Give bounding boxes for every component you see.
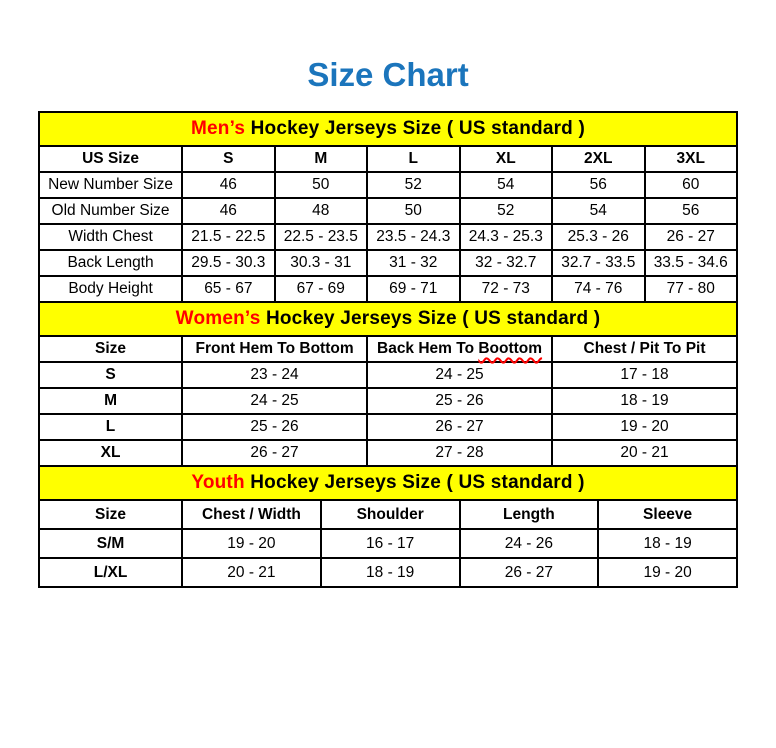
column-header: Sleeve [598,500,737,529]
size-value-cell: 18 - 19 [321,558,460,587]
size-value-cell: 54 [460,172,552,198]
size-value-cell: 26 - 27 [645,224,738,250]
size-value-cell: 30.3 - 31 [275,250,367,276]
table-row [39,198,737,224]
row-label: New Number Size [39,172,182,198]
size-value-cell: 24.3 - 25.3 [460,224,552,250]
womens-column-header-row [39,336,737,362]
column-header: Shoulder [321,500,460,529]
size-value-cell: 21.5 - 22.5 [182,224,274,250]
page-title: Size Chart [307,56,469,93]
column-header: L [367,146,459,172]
column-header: Size [39,336,182,362]
section-header-highlight: Women’s [175,308,261,329]
column-header: Front Hem To Bottom [182,336,367,362]
womens-section-header [39,302,737,336]
row-label: S/M [39,529,182,558]
table-row [39,224,737,250]
size-value-cell: 25 - 26 [182,414,367,440]
size-value-cell: 50 [367,198,459,224]
column-header: S [182,146,274,172]
youth-section-header [39,466,737,500]
row-label: M [39,388,182,414]
size-value-cell: 24 - 25 [367,362,552,388]
size-value-cell: 54 [552,198,644,224]
womens-size-table [38,301,738,467]
column-header: XL [460,146,552,172]
misspelled-word: Boottom [478,340,543,357]
column-header: M [275,146,367,172]
section-header-text: Hockey Jerseys Size ( US standard ) [244,472,585,493]
size-value-cell: 29.5 - 30.3 [182,250,274,276]
row-label: Old Number Size [39,198,182,224]
size-value-cell: 52 [460,198,552,224]
size-value-cell: 56 [645,198,738,224]
size-value-cell: 77 - 80 [645,276,738,302]
size-value-cell: 26 - 27 [367,414,552,440]
column-header: Length [460,500,599,529]
size-value-cell: 24 - 26 [460,529,599,558]
size-value-cell: 67 - 69 [275,276,367,302]
youth-section-band-row [39,466,737,500]
column-header: 3XL [645,146,738,172]
column-header: Chest / Pit To Pit [552,336,737,362]
size-chart-tables [38,111,738,588]
table-row [39,558,737,587]
size-value-cell: 25.3 - 26 [552,224,644,250]
row-label: Body Height [39,276,182,302]
section-header-text: Hockey Jerseys Size ( US standard ) [245,118,585,139]
size-value-cell: 26 - 27 [460,558,599,587]
row-label: Width Chest [39,224,182,250]
table-row [39,362,737,388]
column-header: 2XL [552,146,644,172]
table-row [39,250,737,276]
size-chart-page [0,56,776,588]
size-value-cell: 19 - 20 [182,529,321,558]
row-label: Back Length [39,250,182,276]
size-value-cell: 65 - 67 [182,276,274,302]
size-value-cell: 32 - 32.7 [460,250,552,276]
column-header: US Size [39,146,182,172]
mens-column-header-row [39,146,737,172]
size-value-cell: 46 [182,172,274,198]
youth-column-header-row [39,500,737,529]
table-row [39,529,737,558]
section-header-highlight: Youth [191,472,245,493]
column-header: Back Hem To Boottom [367,336,552,362]
row-label: L [39,414,182,440]
table-row [39,276,737,302]
size-value-cell: 24 - 25 [182,388,367,414]
size-value-cell: 32.7 - 33.5 [552,250,644,276]
size-value-cell: 52 [367,172,459,198]
size-value-cell: 25 - 26 [367,388,552,414]
size-value-cell: 20 - 21 [552,440,737,466]
size-value-cell: 27 - 28 [367,440,552,466]
size-value-cell: 48 [275,198,367,224]
section-header-text: Hockey Jerseys Size ( US standard ) [260,308,601,329]
size-value-cell: 74 - 76 [552,276,644,302]
size-value-cell: 33.5 - 34.6 [645,250,738,276]
size-value-cell: 18 - 19 [598,529,737,558]
size-value-cell: 72 - 73 [460,276,552,302]
section-header-highlight: Men’s [191,118,246,139]
youth-size-table [38,465,738,588]
size-value-cell: 26 - 27 [182,440,367,466]
table-row [39,440,737,466]
size-value-cell: 60 [645,172,738,198]
size-value-cell: 46 [182,198,274,224]
womens-section-band-row [39,302,737,336]
size-value-cell: 18 - 19 [552,388,737,414]
row-label: XL [39,440,182,466]
size-value-cell: 20 - 21 [182,558,321,587]
table-row [39,414,737,440]
mens-size-table [38,111,738,303]
size-value-cell: 22.5 - 23.5 [275,224,367,250]
size-value-cell: 23.5 - 24.3 [367,224,459,250]
table-row [39,172,737,198]
size-value-cell: 17 - 18 [552,362,737,388]
size-value-cell: 19 - 20 [552,414,737,440]
table-row [39,388,737,414]
size-value-cell: 50 [275,172,367,198]
mens-section-header [39,112,737,146]
size-value-cell: 69 - 71 [367,276,459,302]
mens-section-band-row [39,112,737,146]
row-label: S [39,362,182,388]
size-value-cell: 56 [552,172,644,198]
size-value-cell: 23 - 24 [182,362,367,388]
size-value-cell: 16 - 17 [321,529,460,558]
size-value-cell: 19 - 20 [598,558,737,587]
row-label: L/XL [39,558,182,587]
column-header: Size [39,500,182,529]
column-header: Chest / Width [182,500,321,529]
size-value-cell: 31 - 32 [367,250,459,276]
